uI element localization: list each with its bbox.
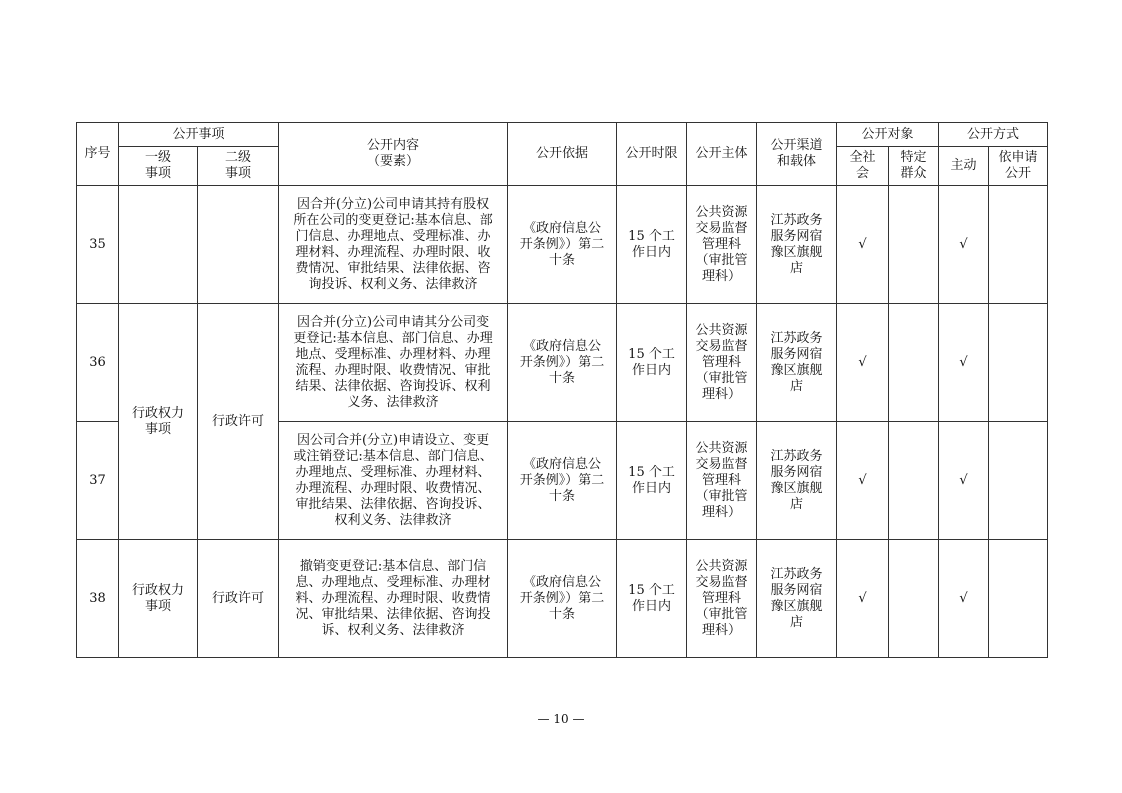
cell-level1-merged: 行政权力 事项 — [119, 304, 198, 540]
header-item: 公开事项 — [119, 123, 279, 147]
cell-subject: 公共资源 交易监督 管理科 （审批管 理科） — [687, 304, 757, 422]
header-seq: 序号 — [77, 123, 119, 186]
cell-society-check: √ — [837, 540, 889, 658]
header-mode: 公开方式 — [939, 123, 1048, 147]
cell-basis: 《政府信息公 开条例》）第二 十条 — [508, 540, 617, 658]
cell-basis: 《政府信息公 开条例》）第二 十条 — [508, 304, 617, 422]
cell-society-check: √ — [837, 422, 889, 540]
cell-channel: 江苏政务 服务网宿 豫区旗舰 店 — [757, 422, 837, 540]
cell-subject: 公共资源 交易监督 管理科 （审批管 理科） — [687, 540, 757, 658]
cell-active-check: √ — [939, 540, 989, 658]
cell-specific — [889, 540, 939, 658]
header-specific: 特定 群众 — [889, 147, 939, 186]
cell-level2-merged: 行政许可 — [198, 304, 279, 540]
cell-time: 15 个工 作日内 — [617, 186, 687, 304]
cell-content: 因合并(分立)公司申请其持有股权 所在公司的变更登记:基本信息、部 门信息、办理地点、受理标准、办 理材料、办理流程、办理时限、收 费情况、审批结果、法律依据、咨 询投诉、权利义务、法律救济 — [279, 186, 508, 304]
cell-basis: 《政府信息公 开条例》）第二 十条 — [508, 422, 617, 540]
cell-content: 撤销变更登记:基本信息、部门信 息、办理地点、受理标准、办理材 料、办理流程、办理时限、收费情 况、审批结果、法律依据、咨询投 诉、权利义务、法律救济 — [279, 540, 508, 658]
header-level2: 二级 事项 — [198, 147, 279, 186]
cell-active-check: √ — [939, 422, 989, 540]
header-request: 依申请 公开 — [989, 147, 1048, 186]
cell-seq: 38 — [77, 540, 119, 658]
disclosure-table — [76, 122, 1048, 658]
header-content: 公开内容 （要素） — [279, 123, 508, 186]
cell-time: 15 个工 作日内 — [617, 422, 687, 540]
cell-request — [989, 186, 1048, 304]
header-object: 公开对象 — [837, 123, 939, 147]
cell-specific — [889, 186, 939, 304]
cell-subject: 公共资源 交易监督 管理科 （审批管 理科） — [687, 422, 757, 540]
cell-level2: 行政许可 — [198, 540, 279, 658]
cell-request — [989, 422, 1048, 540]
header-level1: 一级 事项 — [119, 147, 198, 186]
cell-level2 — [198, 186, 279, 304]
cell-request — [989, 540, 1048, 658]
cell-level1: 行政权力 事项 — [119, 540, 198, 658]
cell-seq: 35 — [77, 186, 119, 304]
cell-time: 15 个工 作日内 — [617, 540, 687, 658]
cell-request — [989, 304, 1048, 422]
cell-level1 — [119, 186, 198, 304]
header-society: 全社 会 — [837, 147, 889, 186]
cell-specific — [889, 422, 939, 540]
cell-subject: 公共资源 交易监督 管理科 （审批管 理科） — [687, 186, 757, 304]
header-channel: 公开渠道 和载体 — [757, 123, 837, 186]
table-row — [77, 540, 1048, 658]
cell-seq: 37 — [77, 422, 119, 540]
cell-basis: 《政府信息公 开条例》）第二 十条 — [508, 186, 617, 304]
cell-channel: 江苏政务 服务网宿 豫区旗舰 店 — [757, 186, 837, 304]
page-number: — 10 — — [537, 712, 585, 726]
table-row — [77, 304, 1048, 422]
table-row — [77, 186, 1048, 304]
header-subject: 公开主体 — [687, 123, 757, 186]
cell-active-check: √ — [939, 186, 989, 304]
cell-content: 因公司合并(分立)申请设立、变更 或注销登记:基本信息、部门信息、 办理地点、受理标准、办理材料、 办理流程、办理时限、收费情况、 审批结果、法律依据、咨询投诉、 权利义务、法律救济 — [279, 422, 508, 540]
cell-specific — [889, 304, 939, 422]
cell-society-check: √ — [837, 186, 889, 304]
header-time: 公开时限 — [617, 123, 687, 186]
header-active: 主动 — [939, 147, 989, 186]
cell-time: 15 个工 作日内 — [617, 304, 687, 422]
cell-channel: 江苏政务 服务网宿 豫区旗舰 店 — [757, 304, 837, 422]
cell-channel: 江苏政务 服务网宿 豫区旗舰 店 — [757, 540, 837, 658]
cell-content: 因合并(分立)公司申请其分公司变 更登记:基本信息、部门信息、办理 地点、受理标准、办理材料、办理 流程、办理时限、收费情况、审批 结果、法律依据、咨询投诉、权利 义务、法律救济 — [279, 304, 508, 422]
cell-active-check: √ — [939, 304, 989, 422]
cell-society-check: √ — [837, 304, 889, 422]
header-basis: 公开依据 — [508, 123, 617, 186]
cell-seq: 36 — [77, 304, 119, 422]
